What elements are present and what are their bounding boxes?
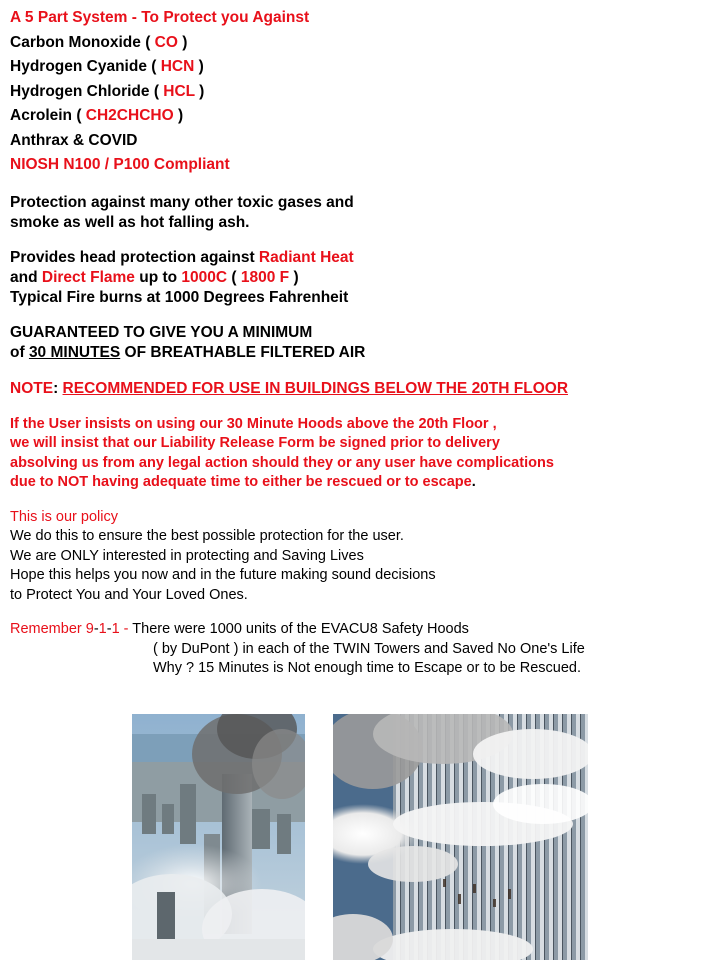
heat-line-3: Typical Fire burns at 1000 Degrees Fahrenheit xyxy=(10,288,349,306)
remember-line-2: ( by DuPont ) in each of the TWIN Towers and Saved No One's Life xyxy=(153,640,585,657)
tower-facade-illustration xyxy=(333,714,588,960)
heading: A 5 Part System - To Protect you Against xyxy=(10,9,310,26)
gas-co: Carbon Monoxide ( CO ) xyxy=(10,33,188,51)
tower-facade-photo xyxy=(333,714,588,960)
protection-line: Protection against many other toxic gases and xyxy=(10,193,354,211)
gas-acrolein: Acrolein ( CH2CHCHO ) xyxy=(10,107,184,124)
policy-line: We are ONLY interested in protecting and Saving Lives xyxy=(10,547,364,564)
tower-aerial-illustration xyxy=(132,714,305,960)
document-body xyxy=(10,6,710,679)
anthrax-covid: Anthrax & COVID xyxy=(10,131,138,149)
heat-line-2: and Direct Flame up to 1000C ( 1800 F ) xyxy=(10,268,299,286)
gas-hcl: Hydrogen Chloride ( HCL ) xyxy=(10,82,205,100)
note-line: NOTE: RECOMMENDED FOR USE IN BUILDINGS BELOW THE 20TH FLOOR xyxy=(10,379,569,397)
gas-hcn: Hydrogen Cyanide ( HCN ) xyxy=(10,58,204,75)
policy-line: We do this to ensure the best possible protection for the user. xyxy=(10,528,404,544)
remember-line-3: Why ? 15 Minutes is Not enough time to Escape or to be Rescued. xyxy=(153,660,581,676)
liability-line: due to NOT having adequate time to either be rescued or to escape. xyxy=(10,474,476,490)
tower-aerial-photo xyxy=(132,714,305,960)
policy-line: Hope this helps you now and in the future making sound decisions xyxy=(10,567,436,583)
remember-line-1: Remember 9-1-1 - There were 1000 units of the EVACU8 Safety Hoods xyxy=(10,621,469,637)
heat-line-1: Provides head protection against Radiant Heat xyxy=(10,248,354,266)
policy-line: to Protect You and Your Loved Ones. xyxy=(10,586,248,603)
guarantee-line-1: GUARANTEED TO GIVE YOU A MINIMUM xyxy=(10,323,313,341)
policy-title: This is our policy xyxy=(10,508,118,525)
guarantee-line-2: of 30 MINUTES OF BREATHABLE FILTERED AIR xyxy=(10,343,366,361)
protection-line: smoke as well as hot falling ash. xyxy=(10,213,250,231)
liability-line: If the User insists on using our 30 Minute Hoods above the 20th Floor , xyxy=(10,415,497,432)
liability-line: we will insist that our Liability Release Form be signed prior to delivery xyxy=(10,435,500,451)
liability-line: absolving us from any legal action should they or any user have complications xyxy=(10,454,554,471)
niosh-compliance: NIOSH N100 / P100 Compliant xyxy=(10,156,230,173)
